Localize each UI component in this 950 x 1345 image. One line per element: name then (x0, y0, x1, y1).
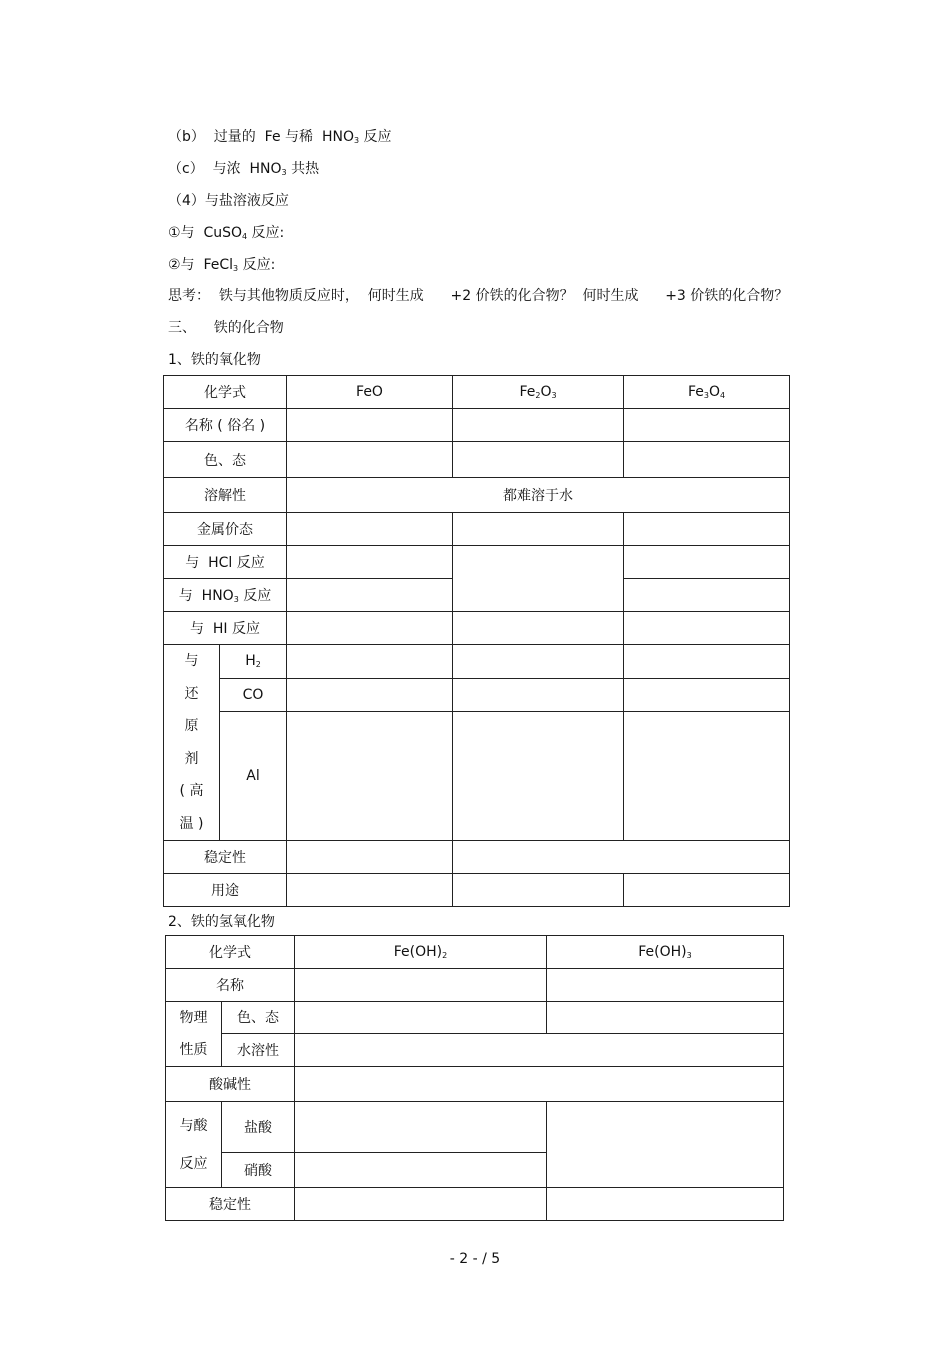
answer-cell[interactable] (547, 1102, 784, 1188)
answer-cell[interactable] (624, 612, 790, 645)
table-row (166, 936, 784, 969)
row-label-hno3: 与 $HNO_3$ 反应 (164, 579, 287, 612)
row-label-water: 水溶性 (222, 1033, 295, 1066)
table-row (164, 841, 790, 874)
answer-cell[interactable] (295, 969, 547, 1002)
reducer-char: 剂 (184, 750, 199, 767)
answer-cell[interactable] (624, 442, 790, 478)
section-3-heading: 三、 铁的化合物 (168, 320, 284, 336)
table-row (166, 969, 784, 1002)
answer-cell[interactable] (547, 1188, 784, 1221)
row-label-acid: 与酸 反应 (166, 1102, 222, 1188)
table-row (166, 1188, 784, 1221)
answer-cell[interactable] (295, 1067, 784, 1102)
line-b: （b） 过量的 Fe 与稀 $HNO_3$ 反应 (168, 129, 392, 145)
answer-cell[interactable] (295, 1153, 547, 1188)
row-label-stability: 稳定性 (166, 1188, 295, 1221)
table-row (166, 1033, 784, 1066)
header-fe2o3: $Fe_2O_3$ (453, 376, 624, 409)
answer-cell[interactable] (287, 513, 453, 546)
answer-cell[interactable] (453, 513, 624, 546)
table-row (164, 612, 790, 645)
row-label-color: 色、态 (222, 1002, 295, 1034)
answer-cell[interactable] (287, 874, 453, 907)
row-label-stability: 稳定性 (164, 841, 287, 874)
table-row (164, 376, 790, 409)
row-label-reducer (164, 645, 220, 841)
page-number: - 2 - / 5 (449, 1251, 501, 1267)
answer-cell[interactable] (453, 546, 624, 612)
line-cuso4: ①与 CuSO$_4$ 反应: (168, 225, 285, 241)
answer-cell[interactable] (295, 1188, 547, 1221)
row-label-hno3: 硝酸 (222, 1153, 295, 1188)
row-label-name: 名称 ( 俗名 ) (164, 409, 287, 442)
iron-oxides-table (163, 375, 790, 907)
answer-cell[interactable] (287, 645, 453, 679)
answer-cell[interactable] (295, 1002, 547, 1034)
answer-cell[interactable] (624, 874, 790, 907)
line-fecl3: ②与 FeCl$_3$ 反应: (168, 257, 276, 273)
header-feo: FeO (287, 376, 453, 409)
answer-cell[interactable] (624, 409, 790, 442)
answer-cell[interactable] (295, 1033, 784, 1066)
answer-cell[interactable] (624, 678, 790, 712)
table-row (164, 678, 790, 712)
row-label-acidbase: 酸碱性 (166, 1067, 295, 1102)
row-label-hcl: 与 HCl 反应 (164, 546, 287, 579)
subsection-2-heading: 2、铁的氢氧化物 (168, 914, 275, 930)
answer-cell[interactable] (287, 546, 453, 579)
answer-cell[interactable] (624, 513, 790, 546)
reducer-char: 还 (184, 685, 199, 702)
line-think: 思考： 铁与其他物质反应时， 何时生成 +2 价铁的化合物？ 何时生成 +3 价铁的化合物？ (168, 288, 789, 304)
answer-cell[interactable] (287, 442, 453, 478)
table-row (164, 409, 790, 442)
table-row (164, 513, 790, 546)
answer-cell[interactable] (624, 712, 790, 841)
answer-cell[interactable] (453, 712, 624, 841)
reducer-char: 温 ) (179, 815, 204, 832)
reducer-char: ( 高 (179, 783, 204, 799)
reducer-char: 与 (184, 653, 199, 669)
row-label-valence: 金属价态 (164, 513, 287, 546)
row-label-co: CO (220, 678, 287, 712)
row-label-name: 名称 (166, 969, 295, 1002)
answer-cell[interactable] (547, 1002, 784, 1034)
reducer-char: 原 (184, 718, 199, 734)
answer-cell[interactable] (287, 841, 453, 874)
subsection-1-heading: 1、铁的氧化物 (168, 352, 261, 368)
answer-cell[interactable] (453, 442, 624, 478)
table-row (166, 1067, 784, 1102)
answer-cell[interactable] (295, 1102, 547, 1153)
answer-cell[interactable] (453, 409, 624, 442)
row-label-solubility: 溶解性 (164, 478, 287, 513)
row-label-al: Al (220, 712, 287, 841)
header-formula-label: 化学式 (164, 376, 287, 409)
header-feoh2: $Fe(OH)_2$ (295, 936, 547, 969)
table-row (164, 478, 790, 513)
table-row (164, 712, 790, 841)
answer-cell[interactable] (287, 612, 453, 645)
row-label-hcl: 盐酸 (222, 1102, 295, 1153)
answer-cell[interactable] (453, 841, 790, 874)
iron-hydroxides-table (165, 935, 784, 1221)
line-4: （4）与盐溶液反应 (168, 193, 289, 209)
row-label-h2: $H_2$ (220, 645, 287, 679)
table-row (166, 1002, 784, 1034)
header-formula-label: 化学式 (166, 936, 295, 969)
answer-cell[interactable] (547, 969, 784, 1002)
answer-cell[interactable] (453, 678, 624, 712)
row-label-physical: 物理 性质 (166, 1002, 222, 1067)
row-label-hi: 与 HI 反应 (164, 612, 287, 645)
answer-cell[interactable] (287, 712, 453, 841)
header-feoh3: $Fe(OH)_3$ (547, 936, 784, 969)
answer-cell[interactable] (453, 874, 624, 907)
table-row (164, 874, 790, 907)
table-row (164, 546, 790, 579)
answer-cell[interactable] (287, 409, 453, 442)
answer-cell[interactable] (624, 645, 790, 679)
answer-cell[interactable] (287, 678, 453, 712)
line-c: （c） 与浓 $HNO_3$ 共热 (168, 161, 320, 177)
answer-cell[interactable] (287, 579, 453, 612)
solubility-value: 都难溶于水 (287, 478, 790, 513)
row-label-color: 色、态 (164, 442, 287, 478)
answer-cell[interactable] (453, 612, 624, 645)
table-row (166, 1102, 784, 1153)
answer-cell[interactable] (624, 579, 790, 612)
table-row (164, 645, 790, 679)
table-row (164, 442, 790, 478)
row-label-use: 用途 (164, 874, 287, 907)
answer-cell[interactable] (453, 645, 624, 679)
header-fe3o4: $Fe_3O_4$ (624, 376, 790, 409)
answer-cell[interactable] (624, 546, 790, 579)
